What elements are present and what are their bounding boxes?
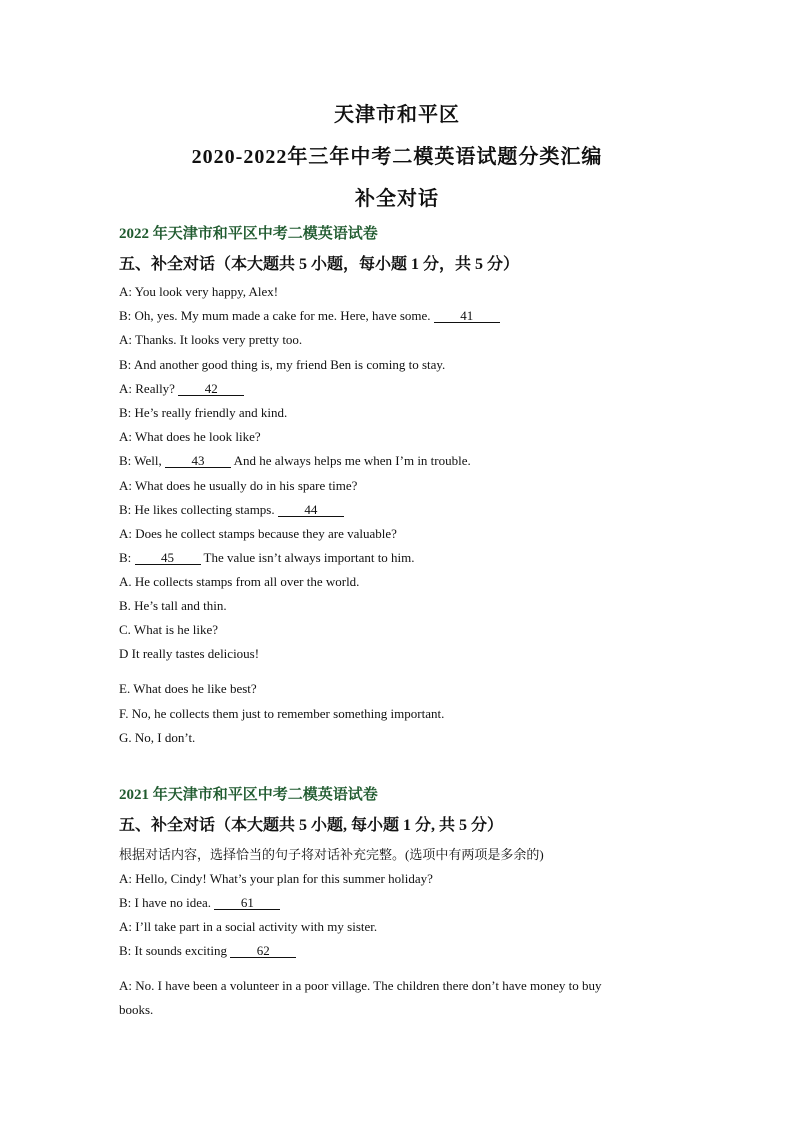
dialogue-line bbox=[119, 308, 500, 324]
line-text: A: Hello, Cindy! What’s your plan for this summer holiday? bbox=[119, 871, 433, 886]
line-text: B: He likes collecting stamps. bbox=[119, 501, 278, 517]
line-text: B: He’s really friendly and kind. bbox=[119, 405, 288, 420]
answer-blank: 44 bbox=[278, 503, 344, 517]
line-text: B: Well, bbox=[119, 453, 166, 469]
section-heading-2022: 2022 年天津市和平区中考二模英语试卷 bbox=[119, 226, 378, 242]
line-text: A: Really? bbox=[119, 380, 179, 396]
option-item: F. No, he collects them just to remember something important. bbox=[119, 706, 445, 721]
dialogue-line: books. bbox=[119, 1002, 154, 1017]
question-heading-2022: 五、补全对话（本大题共 5 小题，每小题 1 分，共 5 分） bbox=[119, 256, 520, 273]
dialogue-line bbox=[119, 453, 471, 469]
dialogue-line bbox=[119, 550, 415, 566]
dialogue-line: A: No. I have been a volunteer in a poor village. The children there don’t have money to buy bbox=[119, 978, 602, 993]
line-text: A: What does he usually do in his spare time? bbox=[119, 477, 358, 493]
option-item: E. What does he like best? bbox=[119, 681, 257, 696]
line-text: A: What does he look like? bbox=[119, 429, 261, 445]
dialogue-line bbox=[119, 405, 287, 421]
option-item: B. He’s tall and thin. bbox=[119, 598, 227, 613]
dialogue-line bbox=[119, 332, 302, 348]
answer-blank: 62 bbox=[230, 944, 296, 958]
line-text-suffix: The value isn’t always important to him. bbox=[200, 550, 415, 566]
instruction-2021: 根据对话内容，选择恰当的句子将对话补充完整。(选项中有两项是多余的) bbox=[119, 847, 544, 862]
line-text: B: And another good thing is, my friend Ben is coming to stay. bbox=[119, 356, 446, 372]
line-text: A: You look very happy, Alex! bbox=[119, 284, 279, 299]
title-main: 2020-2022年三年中考二模英语试题分类汇编 bbox=[191, 146, 603, 168]
line-text: B: It sounds exciting bbox=[119, 943, 231, 958]
dialogue-line bbox=[119, 381, 244, 397]
dialogue-line bbox=[119, 871, 433, 887]
dialogue-line bbox=[119, 478, 357, 494]
dialogue-line bbox=[119, 502, 344, 518]
line-text: A: Thanks. It looks very pretty too. bbox=[119, 332, 303, 348]
answer-blank: 41 bbox=[434, 309, 500, 323]
answer-blank: 42 bbox=[178, 382, 244, 396]
line-text-suffix: And he always helps me when I’m in trouble. bbox=[231, 453, 471, 469]
line-text: B: bbox=[119, 550, 135, 566]
option-item: G. No, I don’t. bbox=[119, 730, 196, 745]
line-text: A: I’ll take part in a social activity with my sister. bbox=[119, 919, 378, 934]
option-item: A. He collects stamps from all over the world. bbox=[119, 574, 360, 589]
dialogue-line bbox=[119, 284, 278, 300]
dialogue-line bbox=[119, 357, 445, 373]
dialogue-line bbox=[119, 429, 261, 445]
option-item: D It really tastes delicious! bbox=[119, 646, 260, 661]
dialogue-line bbox=[119, 526, 397, 542]
answer-blank: 43 bbox=[165, 454, 231, 468]
answer-blank: 45 bbox=[135, 551, 201, 565]
question-heading-2021: 五、补全对话（本大题共 5 小题, 每小题 1 分, 共 5 分） bbox=[119, 817, 504, 834]
dialogue-line bbox=[119, 919, 377, 935]
line-text: B: Oh, yes. My mum made a cake for me. Here, have some. bbox=[119, 308, 434, 324]
title-topic: 补全对话 bbox=[355, 188, 439, 210]
dialogue-line bbox=[119, 895, 280, 911]
dialogue-line bbox=[119, 943, 296, 959]
line-text: A: Does he collect stamps because they are valuable? bbox=[119, 526, 397, 541]
answer-blank: 61 bbox=[214, 896, 280, 910]
section-heading-2021: 2021 年天津市和平区中考二模英语试卷 bbox=[119, 787, 378, 803]
title-region: 天津市和平区 bbox=[334, 104, 460, 126]
option-item: C. What is he like? bbox=[119, 622, 219, 637]
line-text: B: I have no idea. bbox=[119, 895, 215, 910]
